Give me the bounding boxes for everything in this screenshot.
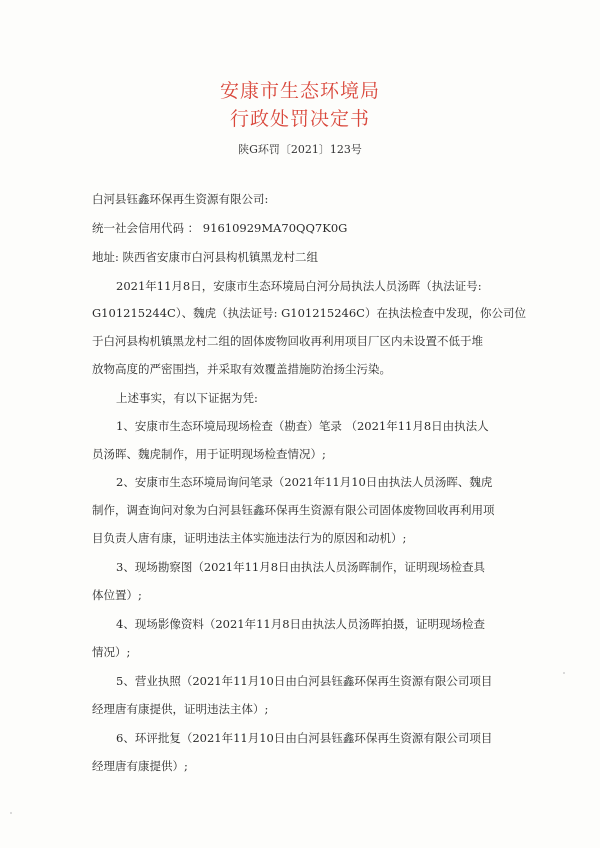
body-line: 上述事实，有以下证据为凭: <box>116 391 258 405</box>
recipient-address: 地址: 陕西省安康市白河县构机镇黑龙村二组 <box>92 250 319 264</box>
evidence-item: 5、营业执照（2021年11月10日由白河县钰鑫环保再生资源有限公司项目 <box>116 674 493 688</box>
evidence-item: 情况）; <box>92 645 131 659</box>
body-line: G101215244C）、魏虎（执法证号: G101215246C）在执法检查中发现，你公司位 <box>92 306 526 320</box>
evidence-item: 制作，调查询问对象为白河县钰鑫环保再生资源有限公司固体废物回收再利用项 <box>92 503 495 517</box>
evidence-item: 2、安康市生态环境局询问笔录（2021年11月10日由执法人员汤晖、魏虎 <box>116 475 493 489</box>
recipient-name: 白河县钰鑫环保再生资源有限公司: <box>92 192 269 206</box>
evidence-item: 6、环评批复（2021年11月10日由白河县钰鑫环保再生资源有限公司项目 <box>116 731 493 745</box>
evidence-item: 体位置）; <box>92 588 142 602</box>
body-line: 放物高度的严密围挡，并采取有效覆盖措施防治扬尘污染。 <box>92 362 391 376</box>
evidence-item: 经理唐有康提供）; <box>92 759 188 773</box>
evidence-item: 经理唐有康提供，证明违法主体）; <box>92 702 269 716</box>
credit-code: 统一社会信用代码 ： 91610929MA70QQ7K0G <box>92 221 348 235</box>
document-number: 陕G环罚〔2021〕123号 <box>238 143 362 156</box>
body-line: 2021年11月8日，安康市生态环境局白河分局执法人员汤晖（执法证号: <box>116 279 482 293</box>
evidence-item: 目负责人唐有康，证明违法主体实施违法行为的原因和动机）; <box>92 531 407 545</box>
evidence-item: 4、现场影像资料（2021年11月8日由执法人员汤晖拍摄，证明现场检查 <box>116 617 486 631</box>
evidence-item: 3、现场勘察图（2021年11月8日由执法人员汤晖制作，证明现场检查具 <box>116 560 486 574</box>
scan-speck <box>563 672 565 674</box>
scan-speck <box>10 812 12 814</box>
evidence-item: 员汤晖、魏虎制作，用于证明现场检查情况）; <box>92 447 326 461</box>
document-type-title: 行政处罚决定书 <box>229 108 370 130</box>
evidence-item: 1、安康市生态环境局现场检查（勘查）笔录 （2021年11月8日由执法人 <box>116 419 489 433</box>
agency-title: 安康市生态环境局 <box>219 80 380 102</box>
body-line: 于白河县构机镇黑龙村二组的固体废物回收再利用项目厂区内未设置不低于堆 <box>92 334 483 348</box>
